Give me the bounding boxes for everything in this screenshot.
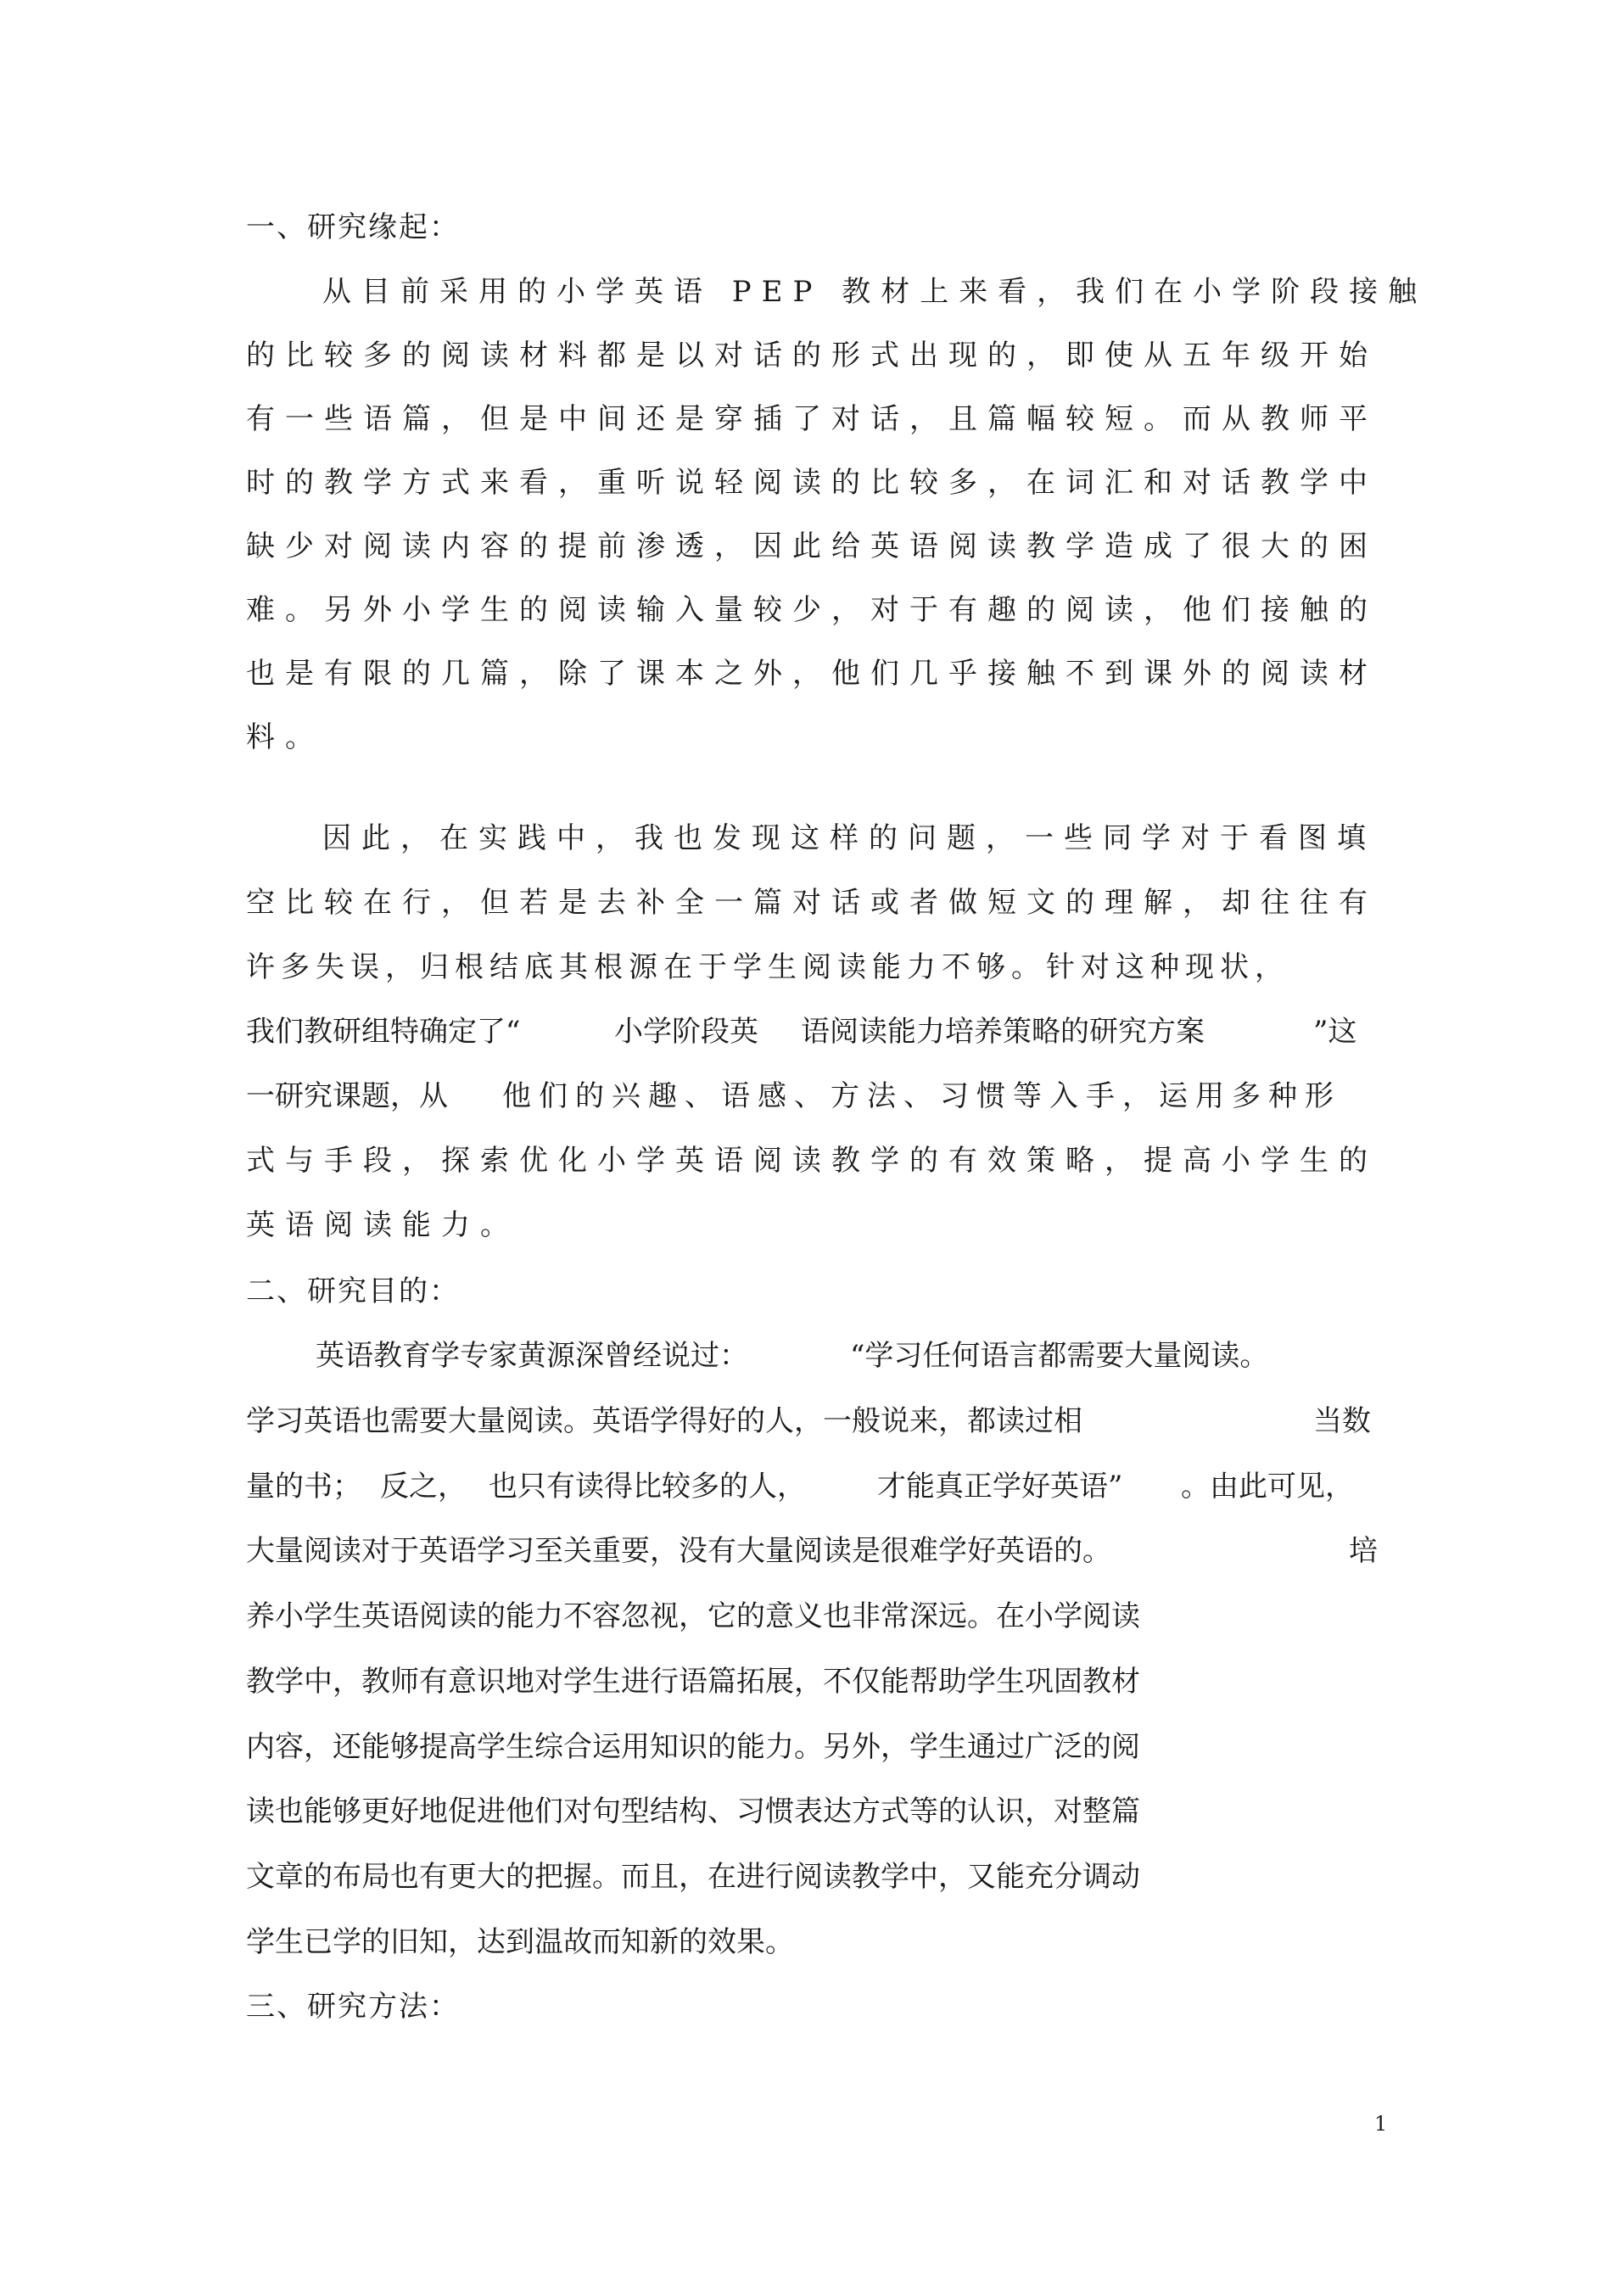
section-heading-3: 三、研究方法： (246, 1990, 460, 2024)
paragraph-3-line-7: 内容，还能够提高学生综合运用知识的能力。另外，学生通过广泛的阅 (246, 1730, 1140, 1764)
paragraph-3-line-3-e: 。由此可见， (1181, 1470, 1354, 1504)
paragraph-1-line-4: 时的教学方式来看，重听说轻阅读的比较多，在词汇和对话教学中 (246, 466, 1378, 500)
paragraph-3-line-6: 教学中，教师有意识地对学生进行语篇拓展，不仅能帮助学生巩固教材 (246, 1665, 1140, 1699)
page-number: 1 (1374, 2112, 1388, 2136)
paragraph-2-line-4-b: 小学阶段英 (614, 1015, 758, 1049)
paragraph-1-line-1: 从目前采用的小学英语 PEP 教材上来看，我们在小学阶段接触 (322, 275, 1428, 309)
paragraph-3-line-4-a: 大量阅读对于英语学习至关重要，没有大量阅读是很难学好英语的。 (246, 1534, 1111, 1568)
paragraph-3-line-3-d: 才能真正学好英语” (877, 1470, 1123, 1504)
paragraph-2-line-4-c: 语阅读能力培养策略的研究方案 (801, 1015, 1205, 1049)
paragraph-3-line-10: 学生已学的旧知，达到温故而知新的效果。 (246, 1925, 794, 1959)
paragraph-3-line-3-c: 也只有读得比较多的人， (489, 1470, 806, 1504)
section-heading-2: 二、研究目的： (246, 1274, 460, 1308)
paragraph-2-line-5-b: 他们的兴趣、语感、方法、习惯等入手，运用多种形 (502, 1079, 1341, 1113)
paragraph-3-line-3-b: 反之， (380, 1470, 467, 1504)
paragraph-3-line-3-a: 量的书； (246, 1470, 361, 1504)
paragraph-2-line-4-d: ”这 (1313, 1015, 1357, 1049)
paragraph-3-line-1-b: “学习任何语言都需要大量阅读。 (850, 1339, 1269, 1373)
paragraph-1-line-3: 有一些语篇，但是中间还是穿插了对话，且篇幅较短。而从教师平 (246, 402, 1378, 436)
paragraph-2-line-4-a: 我们教研组特确定了“ (246, 1015, 521, 1049)
paragraph-1-line-6: 难。另外小学生的阅读输入量较少，对于有趣的阅读，他们接触的 (246, 593, 1378, 627)
paragraph-1-line-7: 也是有限的几篇，除了课本之外，他们几乎接触不到课外的阅读材 (246, 657, 1378, 691)
paragraph-1-line-8: 料。 (246, 720, 324, 754)
paragraph-2-line-5-a: 一研究课题，从 (246, 1079, 448, 1113)
paragraph-2-line-2: 空比较在行，但若是去补全一篇对话或者做短文的理解，却往往有 (246, 886, 1378, 920)
section-heading-1: 一、研究缘起： (246, 210, 460, 244)
paragraph-3-line-2-b: 当数 (1313, 1404, 1371, 1438)
paragraph-3-line-2-a: 学习英语也需要大量阅读。英语学得好的人，一般说来，都读过相 (246, 1404, 1082, 1438)
paragraph-3-line-4-b: 培 (1349, 1534, 1378, 1568)
paragraph-3-line-9: 文章的布局也有更大的把握。而且，在进行阅读教学中，又能充分调动 (246, 1860, 1140, 1894)
paragraph-2-line-6: 式与手段，探索优化小学英语阅读教学的有效策略，提高小学生的 (246, 1144, 1378, 1178)
paragraph-3-line-8: 读也能够更好地促进他们对句型结构、习惯表达方式等的认识，对整篇 (246, 1795, 1140, 1828)
paragraph-3-line-1-a: 英语教育学专家黄源深曾经说过： (316, 1339, 748, 1373)
paragraph-2-line-3: 许多失误，归根结底其根源在于学生阅读能力不够。针对这种现状， (246, 950, 1289, 984)
paragraph-2-line-7: 英语阅读能力。 (246, 1208, 519, 1242)
paragraph-1-line-2: 的比较多的阅读材料都是以对话的形式出现的，即使从五年级开始 (246, 339, 1378, 372)
paragraph-1-line-5: 缺少对阅读内容的提前渗透，因此给英语阅读教学造成了很大的困 (246, 529, 1378, 563)
paragraph-3-line-5: 养小学生英语阅读的能力不容忽视，它的意义也非常深远。在小学阅读 (246, 1599, 1140, 1633)
paragraph-2-line-1: 因此，在实践中，我也发现这样的问题，一些同学对于看图填 (322, 821, 1376, 855)
